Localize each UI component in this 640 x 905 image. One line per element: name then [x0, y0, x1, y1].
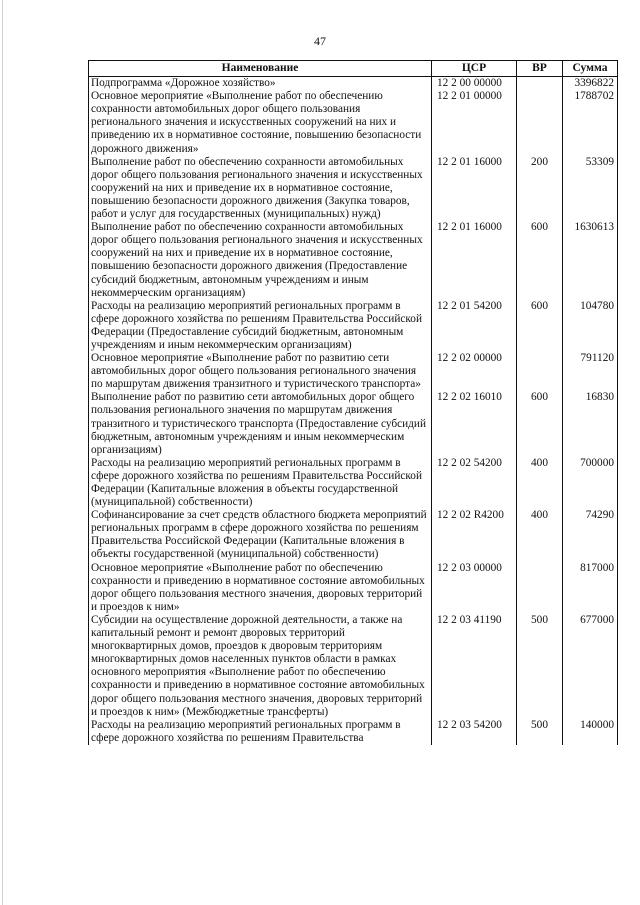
row-csr: 12 2 00 00000: [432, 77, 517, 91]
row-name: Расходы на реализацию мероприятий региональных программ в сфере дорожного хозяйства по решениям Правительства: [89, 719, 432, 745]
row-vr: 400: [517, 457, 563, 509]
table-row: [89, 614, 618, 719]
table-row: [89, 562, 618, 614]
row-csr: 12 2 02 54200: [432, 457, 517, 509]
row-name: Подпрограмма «Дорожное хозяйство»: [89, 77, 432, 91]
scan-edge-line: [2, 0, 3, 905]
row-name: Расходы на реализацию мероприятий региональных программ в сфере дорожного хозяйства по решениям Правительства Российской Федерации (Предоставление субсидий бюджетным, автономным учреждениям и иным некоммерческим организациям): [89, 300, 432, 352]
row-name: Выполнение работ по развитию сети автомобильных дорог общего пользования регионального значения по маршрутам движения транзитного и туристического транспорта (Предоставление субсидий бюджетным, автономным учреждениям и иным некоммерческим организациям): [89, 391, 432, 456]
row-name: Субсидии на осуществление дорожной деятельности, а также на капитальный ремонт и ремонт дворовых территорий многоквартирных домов, проездов к дворовым территориям многоквартирных домов населенных пунктов области в рамках основного мероприятия «Выполнение работ по обеспечению сохранности и приведению в нормативное состояние автомобильных дорог общего пользования местного значения, дворовых территорий и проездов к ним» (Межбюджетные трансферты): [89, 614, 432, 719]
row-name: Основное мероприятие «Выполнение работ по развитию сети автомобильных дорог общего пользования регионального значения по маршрутам движения транзитного и туристического транспорта»: [89, 352, 432, 391]
table-row: [89, 352, 618, 391]
row-vr: [517, 90, 563, 155]
row-csr: 12 2 01 54200: [432, 300, 517, 352]
row-csr: 12 2 03 54200: [432, 719, 517, 745]
row-sum: 74290: [563, 509, 618, 561]
header-csr: ЦСР: [432, 61, 517, 77]
row-vr: 600: [517, 391, 563, 456]
row-name: Расходы на реализацию мероприятий региональных программ в сфере дорожного хозяйства по решениям Правительства Российской Федерации (Капитальные вложения в объекты государственной (муниципальной) собственности): [89, 457, 432, 509]
header-name: Наименование: [89, 61, 432, 77]
row-name: Основное мероприятие «Выполнение работ по обеспечению сохранности автомобильных дорог общего пользования регионального значения и искусственных сооружений на них и приведению их в нормативное состояние, повышению безопасности дорожного движения»: [89, 90, 432, 155]
table-row: [89, 719, 618, 745]
row-sum: 791120: [563, 352, 618, 391]
table-header-row: [89, 61, 618, 77]
row-csr: 12 2 01 16000: [432, 156, 517, 221]
row-sum: 53309: [563, 156, 618, 221]
table-row: [89, 90, 618, 155]
row-vr: 200: [517, 156, 563, 221]
row-name: Основное мероприятие «Выполнение работ по обеспечению сохранности и приведению в нормативное состояние автомобильных дорог общего пользования местного значения, дворовых территорий и проездов к ним»: [89, 562, 432, 614]
row-vr: [517, 562, 563, 614]
row-sum: 677000: [563, 614, 618, 719]
row-name: Выполнение работ по обеспечению сохранности автомобильных дорог общего пользования регионального значения и искусственных сооружений на них и приведение их в нормативное состояние, повышению безопасности дорожного движения (Закупка товаров, работ и услуг для государственных (муниципальных) нужд): [89, 156, 432, 221]
row-sum: 3396822: [563, 77, 618, 91]
row-vr: 600: [517, 221, 563, 300]
row-vr: 400: [517, 509, 563, 561]
row-sum: 16830: [563, 391, 618, 456]
row-vr: 500: [517, 719, 563, 745]
row-sum: 1788702: [563, 90, 618, 155]
row-csr: 12 2 01 00000: [432, 90, 517, 155]
header-vr: ВР: [517, 61, 563, 77]
page-number: 47: [314, 34, 326, 48]
row-csr: 12 2 01 16000: [432, 221, 517, 300]
table-row: [89, 509, 618, 561]
row-csr: 12 2 02 16010: [432, 391, 517, 456]
table-row: [89, 300, 618, 352]
row-sum: 817000: [563, 562, 618, 614]
row-sum: 1630613: [563, 221, 618, 300]
row-csr: 12 2 02 R4200: [432, 509, 517, 561]
row-sum: 104780: [563, 300, 618, 352]
table-row: [89, 156, 618, 221]
row-vr: [517, 352, 563, 391]
table-row: [89, 221, 618, 300]
row-name: Выполнение работ по обеспечению сохранности автомобильных дорог общего пользования регионального значения и искусственных сооружений на них и приведение их в нормативное состояние, повышению безопасности дорожного движения (Предоставление субсидий бюджетным, автономным учреждениям и иным некоммерческим организациям): [89, 221, 432, 300]
table-row: [89, 77, 618, 91]
table-row: [89, 391, 618, 456]
row-vr: 500: [517, 614, 563, 719]
row-csr: 12 2 02 00000: [432, 352, 517, 391]
row-csr: 12 2 03 00000: [432, 562, 517, 614]
row-name: Софинансирование за счет средств областного бюджета мероприятий региональных программ в сфере дорожного хозяйства по решениям Правительства Российской Федерации (Капитальные вложения в объекты государственной (муниципальной) собственности): [89, 509, 432, 561]
header-sum: Сумма: [563, 61, 618, 77]
budget-table: [88, 60, 618, 745]
row-vr: [517, 77, 563, 91]
table-row: [89, 457, 618, 509]
row-csr: 12 2 03 41190: [432, 614, 517, 719]
row-vr: 600: [517, 300, 563, 352]
row-sum: 700000: [563, 457, 618, 509]
row-sum: 140000: [563, 719, 618, 745]
